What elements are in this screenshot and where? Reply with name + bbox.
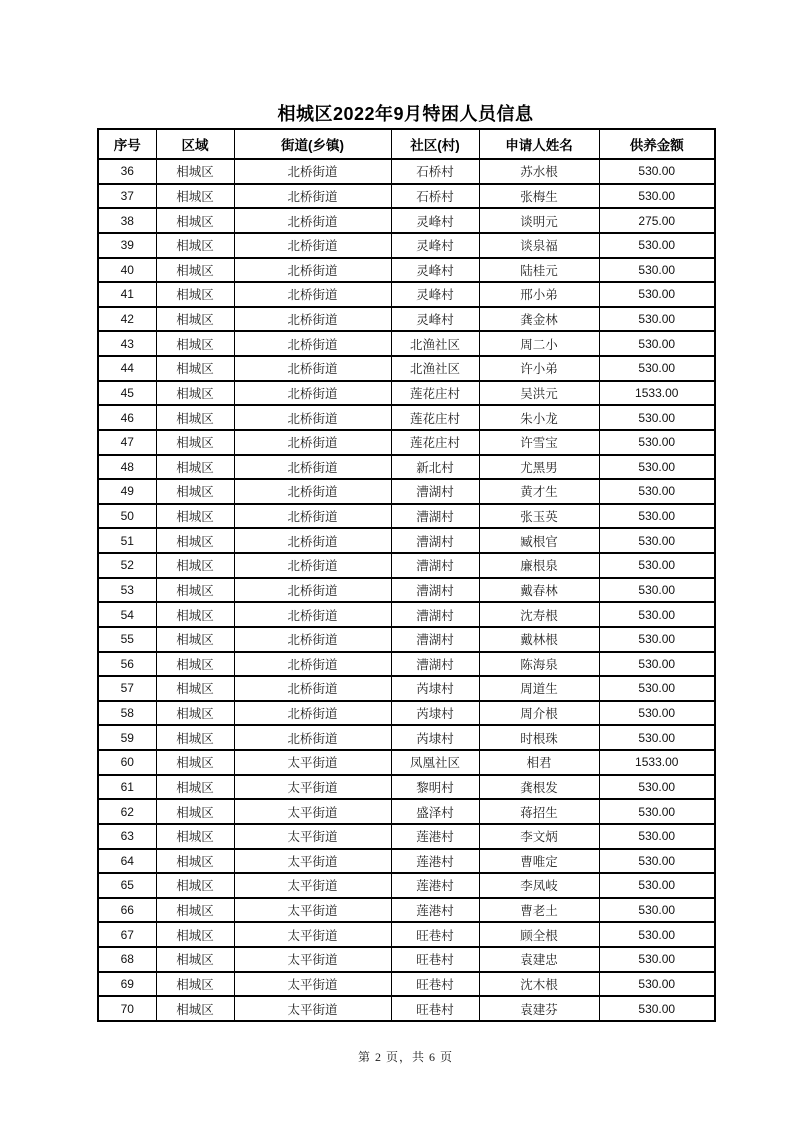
cell: 相城区 — [156, 799, 234, 824]
cell: 45 — [98, 381, 156, 406]
table-row — [98, 430, 715, 455]
cell: 北桥街道 — [234, 282, 391, 307]
table-row — [98, 504, 715, 529]
cell: 相城区 — [156, 602, 234, 627]
cell: 谈泉福 — [479, 233, 599, 258]
cell: 曹唯定 — [479, 849, 599, 874]
cell: 戴春林 — [479, 578, 599, 603]
cell: 530.00 — [599, 627, 715, 652]
cell: 廉根泉 — [479, 553, 599, 578]
table-row — [98, 159, 715, 184]
cell: 530.00 — [599, 184, 715, 209]
cell: 李凤岐 — [479, 873, 599, 898]
cell: 沈寿根 — [479, 602, 599, 627]
table-row — [98, 849, 715, 874]
cell: 44 — [98, 356, 156, 381]
table-row — [98, 775, 715, 800]
cell: 太平街道 — [234, 799, 391, 824]
cell: 530.00 — [599, 652, 715, 677]
cell: 太平街道 — [234, 898, 391, 923]
table-row — [98, 750, 715, 775]
cell: 530.00 — [599, 528, 715, 553]
page-title: 相城区2022年9月特困人员信息 — [277, 104, 534, 124]
table-row — [98, 725, 715, 750]
cell: 37 — [98, 184, 156, 209]
cell: 相城区 — [156, 775, 234, 800]
cell: 530.00 — [599, 479, 715, 504]
table-row — [98, 184, 715, 209]
cell: 龚金林 — [479, 307, 599, 332]
table-row — [98, 233, 715, 258]
cell: 太平街道 — [234, 922, 391, 947]
cell: 57 — [98, 676, 156, 701]
cell: 北桥街道 — [234, 356, 391, 381]
cell: 530.00 — [599, 578, 715, 603]
cell: 莲港村 — [391, 898, 479, 923]
cell: 周二小 — [479, 331, 599, 356]
cell: 北桥街道 — [234, 258, 391, 283]
cell: 旺巷村 — [391, 922, 479, 947]
table-row — [98, 873, 715, 898]
cell: 56 — [98, 652, 156, 677]
cell: 北桥街道 — [234, 676, 391, 701]
cell: 530.00 — [599, 233, 715, 258]
cell: 许雪宝 — [479, 430, 599, 455]
cell: 龚根发 — [479, 775, 599, 800]
cell: 袁建芬 — [479, 996, 599, 1021]
cell: 北桥街道 — [234, 455, 391, 480]
cell: 67 — [98, 922, 156, 947]
cell: 旺巷村 — [391, 996, 479, 1021]
cell: 灵峰村 — [391, 233, 479, 258]
cell: 相城区 — [156, 405, 234, 430]
cell: 相城区 — [156, 947, 234, 972]
table-row — [98, 381, 715, 406]
cell: 北桥街道 — [234, 159, 391, 184]
cell: 530.00 — [599, 553, 715, 578]
cell: 太平街道 — [234, 996, 391, 1021]
cell: 芮埭村 — [391, 701, 479, 726]
cell: 相城区 — [156, 331, 234, 356]
cell: 太平街道 — [234, 824, 391, 849]
cell: 530.00 — [599, 258, 715, 283]
cell: 北桥街道 — [234, 553, 391, 578]
cell: 相城区 — [156, 898, 234, 923]
cell: 北桥街道 — [234, 307, 391, 332]
cell: 北桥街道 — [234, 602, 391, 627]
cell: 相城区 — [156, 922, 234, 947]
cell: 54 — [98, 602, 156, 627]
cell: 70 — [98, 996, 156, 1021]
cell: 太平街道 — [234, 750, 391, 775]
cell: 62 — [98, 799, 156, 824]
cell: 相城区 — [156, 208, 234, 233]
cell: 北桥街道 — [234, 233, 391, 258]
cell: 1533.00 — [599, 750, 715, 775]
cell: 49 — [98, 479, 156, 504]
table-row — [98, 528, 715, 553]
cell: 漕湖村 — [391, 528, 479, 553]
cell: 莲港村 — [391, 849, 479, 874]
cell: 530.00 — [599, 947, 715, 972]
cell: 太平街道 — [234, 947, 391, 972]
table-row — [98, 996, 715, 1021]
cell: 灵峰村 — [391, 208, 479, 233]
cell: 凤凰社区 — [391, 750, 479, 775]
cell: 530.00 — [599, 725, 715, 750]
cell: 漕湖村 — [391, 553, 479, 578]
cell: 莲港村 — [391, 873, 479, 898]
cell: 相城区 — [156, 652, 234, 677]
cell: 相城区 — [156, 701, 234, 726]
table-row — [98, 652, 715, 677]
cell: 42 — [98, 307, 156, 332]
cell: 相城区 — [156, 972, 234, 997]
cell: 盛泽村 — [391, 799, 479, 824]
cell: 顾全根 — [479, 922, 599, 947]
cell: 黎明村 — [391, 775, 479, 800]
cell: 北桥街道 — [234, 331, 391, 356]
cell: 相城区 — [156, 356, 234, 381]
cell: 太平街道 — [234, 849, 391, 874]
cell: 60 — [98, 750, 156, 775]
cell: 530.00 — [599, 356, 715, 381]
cell: 旺巷村 — [391, 947, 479, 972]
cell: 530.00 — [599, 602, 715, 627]
column-header-2: 街道(乡镇) — [234, 129, 391, 159]
cell: 太平街道 — [234, 972, 391, 997]
table-row — [98, 824, 715, 849]
cell: 北桥街道 — [234, 381, 391, 406]
cell: 52 — [98, 553, 156, 578]
cell: 许小弟 — [479, 356, 599, 381]
cell: 530.00 — [599, 307, 715, 332]
cell: 相城区 — [156, 725, 234, 750]
cell: 50 — [98, 504, 156, 529]
cell: 相城区 — [156, 184, 234, 209]
cell: 北桥街道 — [234, 405, 391, 430]
cell: 1533.00 — [599, 381, 715, 406]
table-row — [98, 455, 715, 480]
table-row — [98, 331, 715, 356]
table-row — [98, 307, 715, 332]
cell: 530.00 — [599, 824, 715, 849]
cell: 61 — [98, 775, 156, 800]
cell: 朱小龙 — [479, 405, 599, 430]
cell: 530.00 — [599, 455, 715, 480]
cell: 相城区 — [156, 578, 234, 603]
cell: 530.00 — [599, 405, 715, 430]
cell: 43 — [98, 331, 156, 356]
column-header-3: 社区(村) — [391, 129, 479, 159]
table-row — [98, 898, 715, 923]
cell: 530.00 — [599, 849, 715, 874]
cell: 相城区 — [156, 676, 234, 701]
cell: 55 — [98, 627, 156, 652]
cell: 北桥街道 — [234, 652, 391, 677]
cell: 莲花庄村 — [391, 381, 479, 406]
table-row — [98, 553, 715, 578]
cell: 时根珠 — [479, 725, 599, 750]
column-header-0: 序号 — [98, 129, 156, 159]
cell: 北渔社区 — [391, 331, 479, 356]
cell: 36 — [98, 159, 156, 184]
cell: 灵峰村 — [391, 258, 479, 283]
table-row — [98, 922, 715, 947]
cell: 275.00 — [599, 208, 715, 233]
cell: 68 — [98, 947, 156, 972]
cell: 530.00 — [599, 873, 715, 898]
cell: 相城区 — [156, 159, 234, 184]
table-row — [98, 479, 715, 504]
cell: 530.00 — [599, 159, 715, 184]
cell: 相君 — [479, 750, 599, 775]
cell: 漕湖村 — [391, 578, 479, 603]
cell: 530.00 — [599, 504, 715, 529]
table-row — [98, 676, 715, 701]
cell: 北桥街道 — [234, 208, 391, 233]
cell: 陆桂元 — [479, 258, 599, 283]
table-row — [98, 282, 715, 307]
cell: 灵峰村 — [391, 282, 479, 307]
cell: 53 — [98, 578, 156, 603]
cell: 沈木根 — [479, 972, 599, 997]
cell: 相城区 — [156, 307, 234, 332]
cell: 相城区 — [156, 381, 234, 406]
cell: 530.00 — [599, 701, 715, 726]
cell: 谈明元 — [479, 208, 599, 233]
column-header-1: 区域 — [156, 129, 234, 159]
table-row — [98, 208, 715, 233]
cell: 莲花庄村 — [391, 405, 479, 430]
cell: 新北村 — [391, 455, 479, 480]
cell: 北桥街道 — [234, 578, 391, 603]
column-header-4: 申请人姓名 — [479, 129, 599, 159]
cell: 40 — [98, 258, 156, 283]
table-row — [98, 578, 715, 603]
table-body — [98, 159, 715, 1021]
cell: 64 — [98, 849, 156, 874]
cell: 相城区 — [156, 233, 234, 258]
cell: 38 — [98, 208, 156, 233]
table-row — [98, 258, 715, 283]
cell: 69 — [98, 972, 156, 997]
cell: 太平街道 — [234, 775, 391, 800]
cell: 北桥街道 — [234, 184, 391, 209]
cell: 530.00 — [599, 972, 715, 997]
cell: 北桥街道 — [234, 430, 391, 455]
cell: 张梅生 — [479, 184, 599, 209]
page-footer: 第 2 页，共 6 页 — [357, 1050, 453, 1064]
cell: 莲港村 — [391, 824, 479, 849]
cell: 石桥村 — [391, 159, 479, 184]
cell: 相城区 — [156, 824, 234, 849]
cell: 530.00 — [599, 676, 715, 701]
cell: 北桥街道 — [234, 479, 391, 504]
cell: 相城区 — [156, 528, 234, 553]
cell: 北桥街道 — [234, 504, 391, 529]
cell: 尤黑男 — [479, 455, 599, 480]
cell: 530.00 — [599, 898, 715, 923]
cell: 袁建忠 — [479, 947, 599, 972]
column-header-5: 供养金额 — [599, 129, 715, 159]
cell: 相城区 — [156, 455, 234, 480]
cell: 太平街道 — [234, 873, 391, 898]
cell: 530.00 — [599, 922, 715, 947]
cell: 北桥街道 — [234, 701, 391, 726]
cell: 灵峰村 — [391, 307, 479, 332]
cell: 北桥街道 — [234, 528, 391, 553]
cell: 周道生 — [479, 676, 599, 701]
cell: 漕湖村 — [391, 652, 479, 677]
table-row — [98, 356, 715, 381]
cell: 漕湖村 — [391, 627, 479, 652]
cell: 59 — [98, 725, 156, 750]
cell: 北桥街道 — [234, 627, 391, 652]
cell: 530.00 — [599, 331, 715, 356]
cell: 530.00 — [599, 282, 715, 307]
cell: 周介根 — [479, 701, 599, 726]
cell: 蒋招生 — [479, 799, 599, 824]
cell: 漕湖村 — [391, 479, 479, 504]
table-row — [98, 947, 715, 972]
cell: 漕湖村 — [391, 602, 479, 627]
cell: 相城区 — [156, 873, 234, 898]
cell: 48 — [98, 455, 156, 480]
cell: 邢小弟 — [479, 282, 599, 307]
cell: 相城区 — [156, 430, 234, 455]
cell: 黄才生 — [479, 479, 599, 504]
cell: 530.00 — [599, 799, 715, 824]
cell: 相城区 — [156, 479, 234, 504]
cell: 51 — [98, 528, 156, 553]
table-row — [98, 405, 715, 430]
table-row — [98, 799, 715, 824]
table-row — [98, 627, 715, 652]
cell: 41 — [98, 282, 156, 307]
header-row — [98, 129, 715, 159]
cell: 石桥村 — [391, 184, 479, 209]
cell: 莲花庄村 — [391, 430, 479, 455]
cell: 芮埭村 — [391, 725, 479, 750]
cell: 戴林根 — [479, 627, 599, 652]
cell: 39 — [98, 233, 156, 258]
cell: 相城区 — [156, 849, 234, 874]
cell: 陈海泉 — [479, 652, 599, 677]
table-row — [98, 972, 715, 997]
cell: 臧根官 — [479, 528, 599, 553]
cell: 相城区 — [156, 996, 234, 1021]
cell: 相城区 — [156, 627, 234, 652]
cell: 旺巷村 — [391, 972, 479, 997]
cell: 65 — [98, 873, 156, 898]
cell: 吴洪元 — [479, 381, 599, 406]
cell: 苏水根 — [479, 159, 599, 184]
cell: 63 — [98, 824, 156, 849]
cell: 张玉英 — [479, 504, 599, 529]
cell: 相城区 — [156, 258, 234, 283]
cell: 芮埭村 — [391, 676, 479, 701]
cell: 漕湖村 — [391, 504, 479, 529]
cell: 530.00 — [599, 430, 715, 455]
personnel-table — [97, 128, 716, 1022]
cell: 530.00 — [599, 996, 715, 1021]
cell: 曹老土 — [479, 898, 599, 923]
cell: 47 — [98, 430, 156, 455]
cell: 58 — [98, 701, 156, 726]
cell: 46 — [98, 405, 156, 430]
cell: 北渔社区 — [391, 356, 479, 381]
cell: 相城区 — [156, 750, 234, 775]
table-row — [98, 701, 715, 726]
cell: 相城区 — [156, 282, 234, 307]
cell: 530.00 — [599, 775, 715, 800]
cell: 李文炳 — [479, 824, 599, 849]
cell: 相城区 — [156, 553, 234, 578]
cell: 北桥街道 — [234, 725, 391, 750]
cell: 相城区 — [156, 504, 234, 529]
table-row — [98, 602, 715, 627]
cell: 66 — [98, 898, 156, 923]
